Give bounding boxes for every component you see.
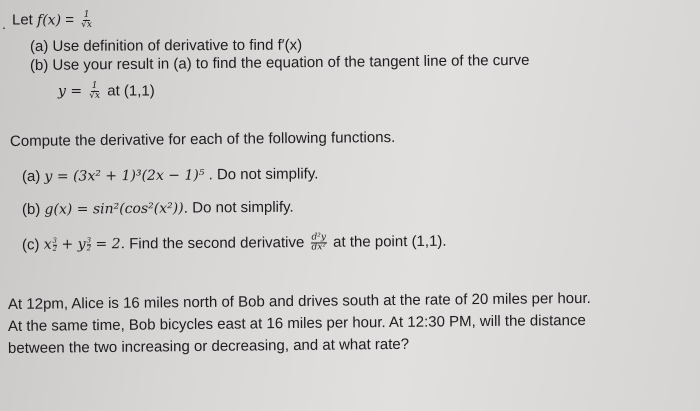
fraction-1-over-sqrt-x-curve: $\frac{1}{√x}$ — [89, 81, 101, 101]
part-c-equation-rhs: = 2. — [95, 236, 126, 253]
problem1-curve — [58, 82, 155, 101]
curve-point: at (1,1) — [107, 82, 155, 100]
part-a-label: (a) — [21, 167, 41, 185]
part-a-expression: y = (3x² + 1)³(2x − 1)⁵ — [44, 167, 205, 185]
part-b-label: (b) — [21, 200, 41, 218]
margin-mark: . — [2, 16, 6, 32]
problem1-part-a: (a) Use definition of derivative to find f′(x) — [29, 36, 303, 55]
second-derivative-fraction: $\frac{\text{d²y}}{\text{dx²}}$ — [311, 232, 327, 253]
part-c-label: (c) — [21, 236, 40, 254]
part-b-note: Do not simplify. — [192, 198, 294, 217]
problem2-heading: Compute the derivative for each of the following functions. — [9, 128, 396, 150]
problem2-part-c — [22, 232, 447, 255]
part-c-point: at the point (1,1). — [333, 232, 447, 251]
part-b-expression: g(x) = sin²(cos²(x²)). — [44, 200, 189, 218]
part-a-note: . Do not simplify. — [208, 165, 319, 184]
part-c-equation: x $\frac{3}{2}$ + y $\frac{3}{2}$ = 2. — [43, 236, 126, 254]
problem3-line3: between the two increasing or decreasing, and at what rate? — [7, 335, 410, 357]
part-c-text: Find the second derivative — [129, 234, 305, 253]
problem1-intro: Let f(x) = $\frac{1}{√x}$ — [12, 10, 92, 30]
problem2-part-b — [22, 199, 294, 219]
problem2-part-a — [22, 165, 319, 186]
problem1-part-b: (b) Use your result in (a) to find the equation of the tangent line of the curve — [29, 51, 530, 74]
problem3-line2: At the same time, Bob bicycles east at 16 miles per hour. At 12:30 PM, will the distance — [7, 311, 586, 335]
curve-lhs: y = — [58, 83, 83, 100]
problem3-line1: At 12pm, Alice is 16 miles north of Bob and drives south at the rate of 20 miles per hour. — [7, 289, 591, 313]
fraction-1-over-sqrt-x: $\frac{1}{√x}$ — [81, 10, 92, 30]
